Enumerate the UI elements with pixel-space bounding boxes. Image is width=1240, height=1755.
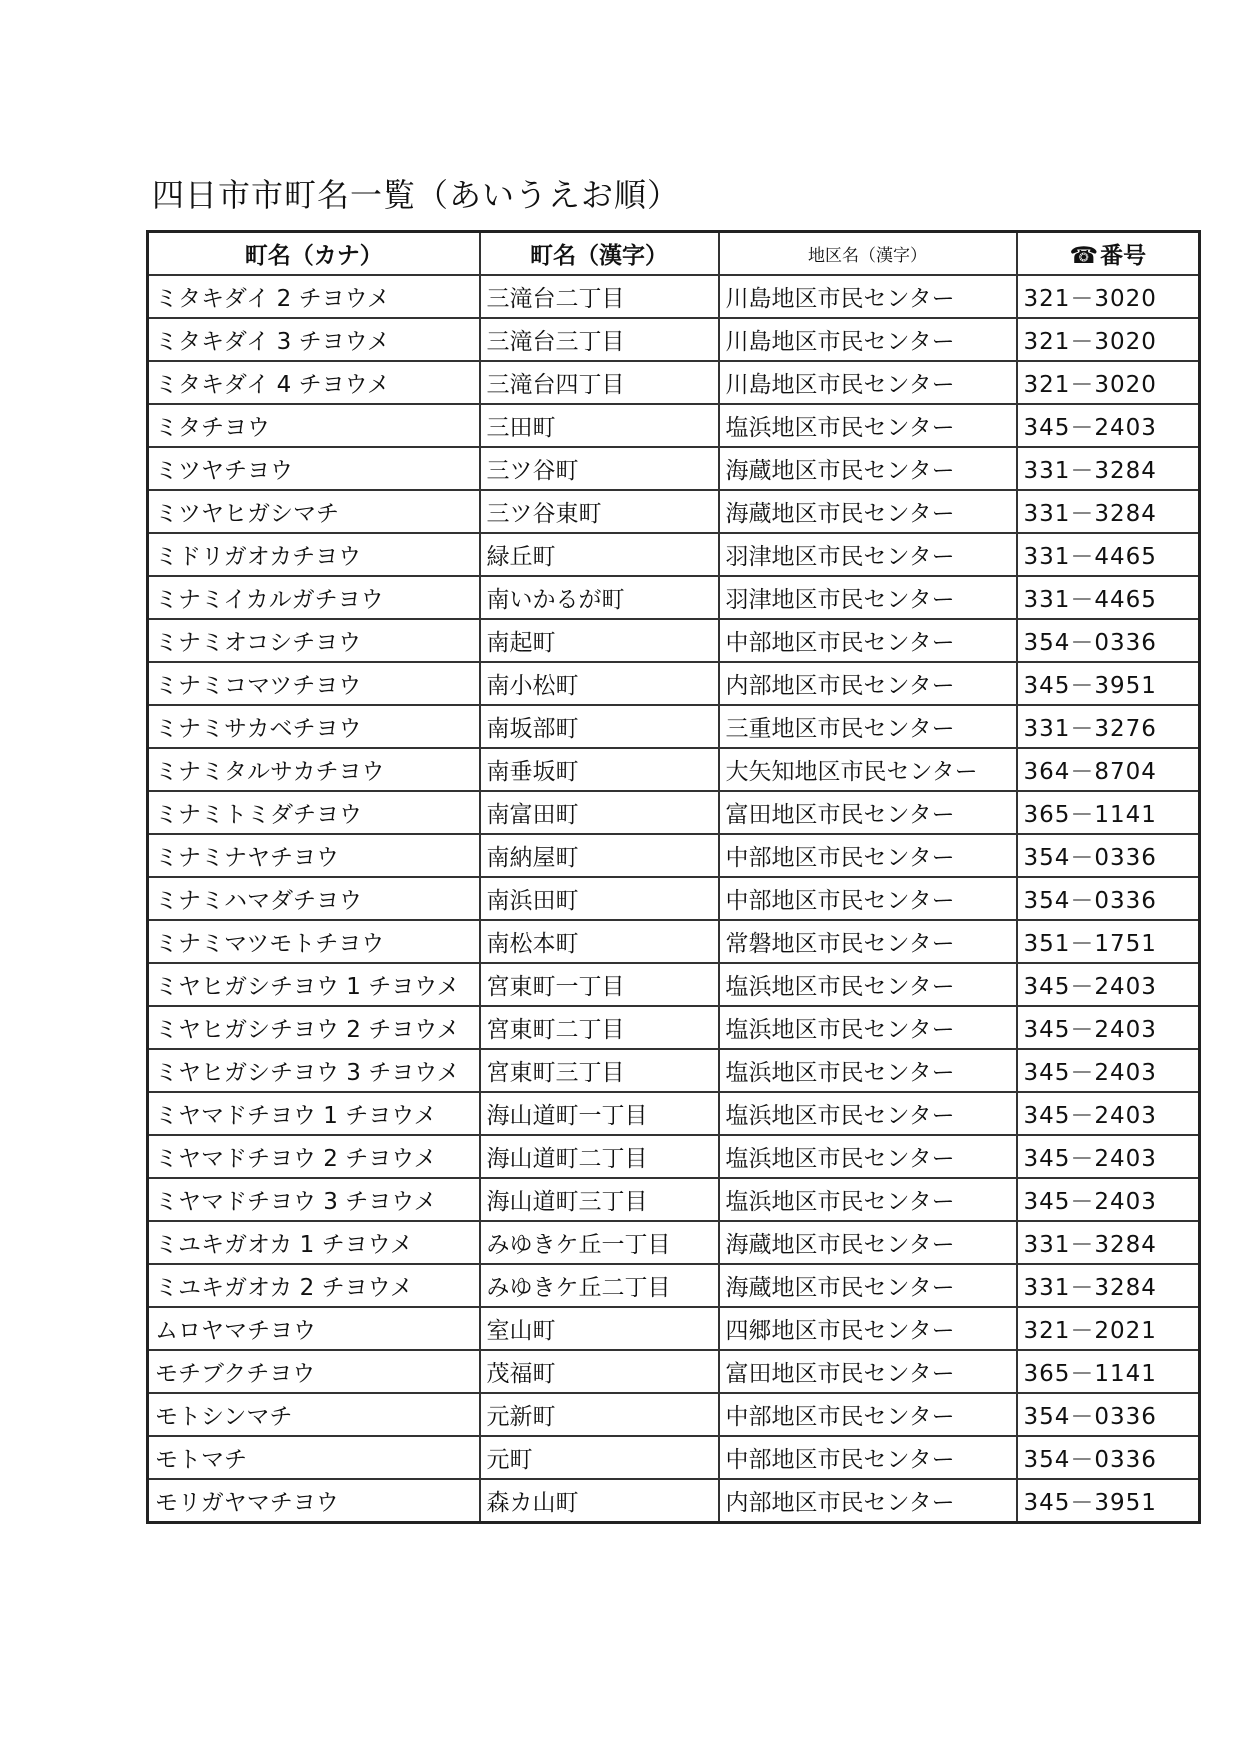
cell-kanji: みゆきケ丘二丁目 [480,1264,719,1307]
cell-district: 塩浜地区市民センター [719,1006,1017,1049]
cell-phone: 331－3276 [1017,705,1200,748]
table-row [148,705,1200,748]
table-row [148,1264,1200,1307]
cell-kanji: 三田町 [480,404,719,447]
table-row [148,447,1200,490]
cell-kana: ミユキガオカ 1 チヨウメ [148,1221,480,1264]
cell-kana: ミタチヨウ [148,404,480,447]
cell-district: 中部地区市民センター [719,1393,1017,1436]
table-row [148,576,1200,619]
header-district: 地区名（漢字） [719,232,1017,276]
cell-kanji: 南富田町 [480,791,719,834]
cell-kanji: 海山道町二丁目 [480,1135,719,1178]
cell-district: 中部地区市民センター [719,877,1017,920]
cell-phone: 345－3951 [1017,1479,1200,1523]
header-kana: 町名（カナ） [148,232,480,276]
cell-kanji: 三滝台四丁目 [480,361,719,404]
cell-district: 海蔵地区市民センター [719,1264,1017,1307]
cell-kanji: 元新町 [480,1393,719,1436]
header-phone [1017,232,1200,276]
cell-kanji: 南松本町 [480,920,719,963]
cell-kana: モリガヤマチヨウ [148,1479,480,1523]
cell-kana: ミナミタルサカチヨウ [148,748,480,791]
cell-phone: 321－3020 [1017,318,1200,361]
cell-phone: 345－2403 [1017,404,1200,447]
page-title: 四日市市町名一覧（あいうえお順） [152,176,681,214]
cell-district: 内部地区市民センター [719,1479,1017,1523]
cell-kana: ミナミトミダチヨウ [148,791,480,834]
cell-phone: 321－3020 [1017,275,1200,318]
cell-district: 川島地区市民センター [719,275,1017,318]
cell-phone: 331－4465 [1017,533,1200,576]
table-row [148,404,1200,447]
cell-phone: 345－2403 [1017,963,1200,1006]
table-row [148,1092,1200,1135]
cell-kana: ミナミマツモトチヨウ [148,920,480,963]
table-row [148,877,1200,920]
cell-kana: ミナミナヤチヨウ [148,834,480,877]
table-row [148,1479,1200,1523]
cell-kanji: 三ツ谷東町 [480,490,719,533]
table-row [148,662,1200,705]
cell-kanji: 南納屋町 [480,834,719,877]
table-row [148,1006,1200,1049]
cell-kanji: 三滝台三丁目 [480,318,719,361]
cell-district: 塩浜地区市民センター [719,1092,1017,1135]
table-row [148,1221,1200,1264]
cell-phone: 365－1141 [1017,1350,1200,1393]
cell-kana: ミタキダイ 2 チヨウメ [148,275,480,318]
cell-kana: ミドリガオカチヨウ [148,533,480,576]
cell-district: 海蔵地区市民センター [719,1221,1017,1264]
cell-district: 塩浜地区市民センター [719,1135,1017,1178]
header-kanji: 町名（漢字） [480,232,719,276]
cell-phone: 345－2403 [1017,1092,1200,1135]
cell-district: 海蔵地区市民センター [719,447,1017,490]
cell-kanji: 元町 [480,1436,719,1479]
cell-phone: 345－3951 [1017,662,1200,705]
cell-district: 内部地区市民センター [719,662,1017,705]
cell-phone: 354－0336 [1017,1393,1200,1436]
cell-phone: 331－3284 [1017,447,1200,490]
cell-kana: ミタキダイ 4 チヨウメ [148,361,480,404]
cell-kana: ムロヤマチヨウ [148,1307,480,1350]
cell-kanji: 海山道町一丁目 [480,1092,719,1135]
cell-district: 中部地区市民センター [719,1436,1017,1479]
cell-kanji: 三ツ谷町 [480,447,719,490]
cell-phone: 331－4465 [1017,576,1200,619]
cell-kana: モトシンマチ [148,1393,480,1436]
cell-district: 中部地区市民センター [719,619,1017,662]
cell-kanji: 宮東町三丁目 [480,1049,719,1092]
cell-kanji: 南小松町 [480,662,719,705]
cell-kanji: 緑丘町 [480,533,719,576]
cell-district: 塩浜地区市民センター [719,1178,1017,1221]
table-row [148,1135,1200,1178]
cell-kanji: 室山町 [480,1307,719,1350]
cell-district: 富田地区市民センター [719,791,1017,834]
cell-kanji: 南浜田町 [480,877,719,920]
cell-phone: 321－2021 [1017,1307,1200,1350]
cell-district: 四郷地区市民センター [719,1307,1017,1350]
cell-phone: 354－0336 [1017,619,1200,662]
cell-phone: 364－8704 [1017,748,1200,791]
table-header-row [148,232,1200,276]
table-row [148,490,1200,533]
table-row [148,748,1200,791]
cell-district: 海蔵地区市民センター [719,490,1017,533]
cell-kana: ミナミオコシチヨウ [148,619,480,662]
town-name-table [146,230,1201,1524]
table-row [148,533,1200,576]
cell-kana: ミヤマドチヨウ 3 チヨウメ [148,1178,480,1221]
table-row [148,361,1200,404]
cell-district: 羽津地区市民センター [719,576,1017,619]
cell-phone: 345－2403 [1017,1006,1200,1049]
cell-kanji: 南いかるが町 [480,576,719,619]
cell-kanji: 南起町 [480,619,719,662]
cell-kanji: みゆきケ丘一丁目 [480,1221,719,1264]
cell-district: 富田地区市民センター [719,1350,1017,1393]
cell-phone: 345－2403 [1017,1135,1200,1178]
cell-phone: 365－1141 [1017,791,1200,834]
table-row [148,920,1200,963]
cell-kanji: 三滝台二丁目 [480,275,719,318]
cell-kanji: 森カ山町 [480,1479,719,1523]
cell-kana: ミヤヒガシチヨウ 3 チヨウメ [148,1049,480,1092]
cell-phone: 351－1751 [1017,920,1200,963]
table-row [148,318,1200,361]
cell-kana: ミヤヒガシチヨウ 2 チヨウメ [148,1006,480,1049]
table-row [148,1436,1200,1479]
cell-kana: ミナミハマダチヨウ [148,877,480,920]
cell-kanji: 南垂坂町 [480,748,719,791]
table-row [148,791,1200,834]
cell-phone: 331－3284 [1017,490,1200,533]
cell-phone: 331－3284 [1017,1221,1200,1264]
cell-district: 塩浜地区市民センター [719,1049,1017,1092]
cell-district: 三重地区市民センター [719,705,1017,748]
cell-kana: ミナミイカルガチヨウ [148,576,480,619]
cell-kana: ミツヤチヨウ [148,447,480,490]
cell-kana: ミユキガオカ 2 チヨウメ [148,1264,480,1307]
cell-kana: ミヤマドチヨウ 1 チヨウメ [148,1092,480,1135]
cell-kana: ミナミコマツチヨウ [148,662,480,705]
table-row [148,619,1200,662]
table-row [148,1350,1200,1393]
cell-kana: ミヤマドチヨウ 2 チヨウメ [148,1135,480,1178]
cell-phone: 345－2403 [1017,1049,1200,1092]
table-body [148,275,1200,1523]
cell-district: 川島地区市民センター [719,318,1017,361]
cell-district: 常磐地区市民センター [719,920,1017,963]
cell-district: 川島地区市民センター [719,361,1017,404]
cell-kanji: 南坂部町 [480,705,719,748]
cell-kanji: 宮東町一丁目 [480,963,719,1006]
cell-phone: 354－0336 [1017,1436,1200,1479]
cell-kana: ミヤヒガシチヨウ 1 チヨウメ [148,963,480,1006]
cell-kanji: 茂福町 [480,1350,719,1393]
cell-phone: 345－2403 [1017,1178,1200,1221]
cell-kanji: 海山道町三丁目 [480,1178,719,1221]
cell-kanji: 宮東町二丁目 [480,1006,719,1049]
table-row [148,1178,1200,1221]
header-phone-label: 番号 [1100,243,1147,269]
table-row [148,963,1200,1006]
cell-kana: モチブクチヨウ [148,1350,480,1393]
cell-kana: モトマチ [148,1436,480,1479]
table-row [148,1393,1200,1436]
table-row [148,834,1200,877]
cell-district: 塩浜地区市民センター [719,963,1017,1006]
cell-district: 羽津地区市民センター [719,533,1017,576]
cell-phone: 354－0336 [1017,877,1200,920]
cell-kana: ミナミサカベチヨウ [148,705,480,748]
cell-phone: 354－0336 [1017,834,1200,877]
table-row [148,1049,1200,1092]
cell-district: 大矢知地区市民センター [719,748,1017,791]
table-row [148,275,1200,318]
cell-kana: ミツヤヒガシマチ [148,490,480,533]
cell-phone: 321－3020 [1017,361,1200,404]
phone-icon: ☎ [1069,243,1099,269]
cell-district: 中部地区市民センター [719,834,1017,877]
cell-district: 塩浜地区市民センター [719,404,1017,447]
cell-kana: ミタキダイ 3 チヨウメ [148,318,480,361]
table-row [148,1307,1200,1350]
cell-phone: 331－3284 [1017,1264,1200,1307]
